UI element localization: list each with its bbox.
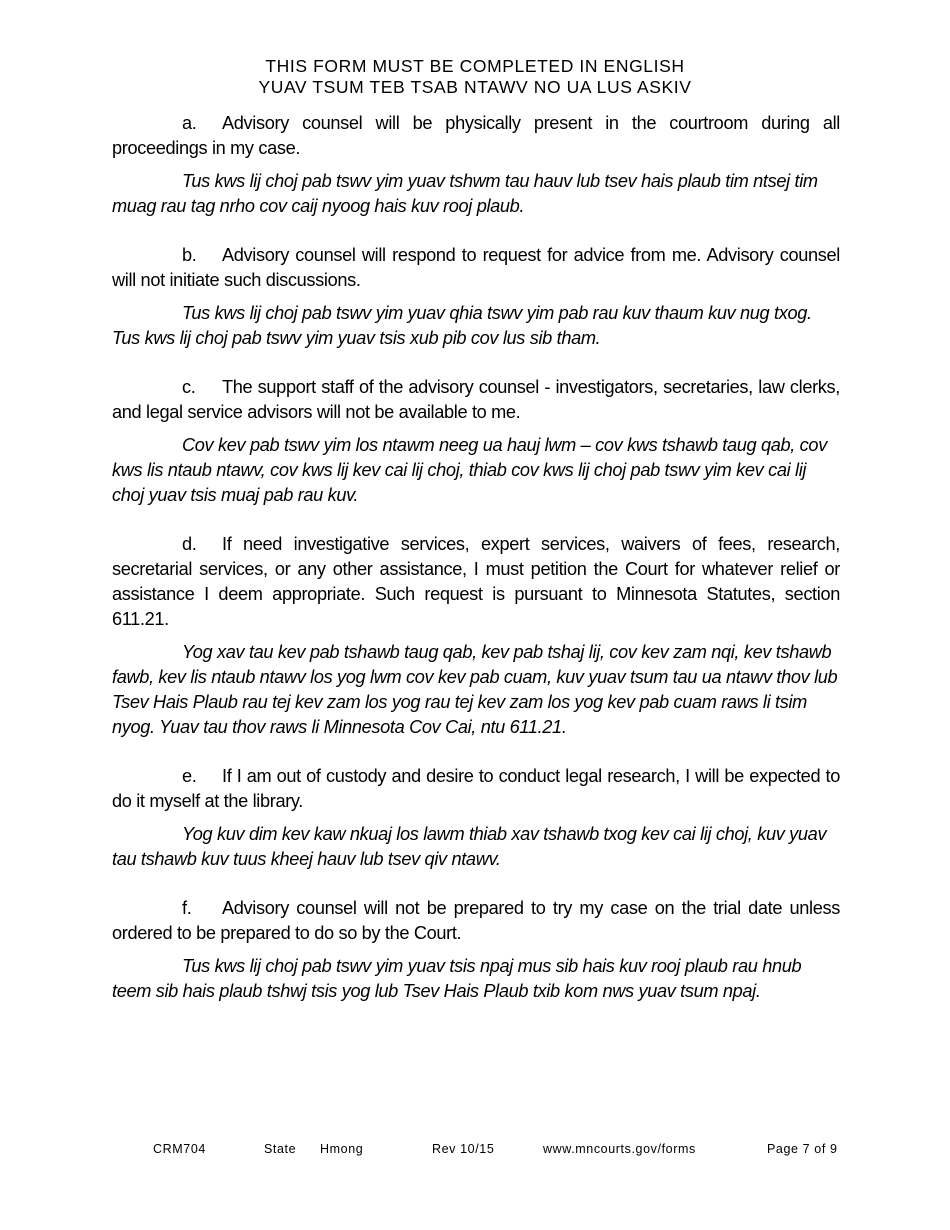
item-english-text: If need investigative services, expert services, waivers of fees, research, secretarial services, or any other assistance, I must petition the Court for whatever relief or assistance I deem appropriate. Such request is pursuant to Minnesota Statutes, section 611.21. bbox=[112, 534, 840, 629]
page-footer bbox=[0, 1142, 950, 1160]
footer-page-number: Page 7 of 9 bbox=[767, 1142, 838, 1156]
item-letter: f. bbox=[182, 898, 192, 918]
item-hmong-text: Tus kws lij choj pab tswv yim yuav tsis npaj mus sib hais kuv rooj plaub rau hnub teem sib hais plaub tshwj tsis yog lub Tsev Hais Plaub txib kom nws yuav tsum npaj. bbox=[112, 956, 802, 1001]
item-hmong-text: Yog xav tau kev pab tshawb taug qab, kev pab tshaj lij, cov kev zam nqi, kev tshawb fawb, kev lis ntaub ntawv los yog lwm cov kev pab cuam, kuv yuav tsum tau ua ntawv thov lub Tsev Hais Plaub rau tej kev zam los yog rau tej kev zam los yog kev pab cuam raws li tsim nyog. Yuav tau thov raws li Minnesota Cov Cai, ntu 611.21. bbox=[112, 642, 838, 737]
item-letter: d. bbox=[182, 534, 197, 554]
item-english-text: The support staff of the advisory counsel - investigators, secretaries, law clerks, and legal service advisors will not be available to me. bbox=[112, 377, 840, 422]
list-item-d bbox=[112, 532, 840, 740]
list-item-c bbox=[112, 375, 840, 508]
list-item-a bbox=[112, 111, 840, 219]
footer-language: Hmong bbox=[320, 1142, 364, 1156]
header-hmong-notice: YUAV TSUM TEB TSAB NTAWV NO UA LUS ASKIV bbox=[258, 77, 692, 97]
item-letter: b. bbox=[182, 245, 197, 265]
footer-website: www.mncourts.gov/forms bbox=[543, 1142, 696, 1156]
item-letter: c. bbox=[182, 377, 196, 397]
list-item-f bbox=[112, 896, 840, 1004]
item-letter: a. bbox=[182, 113, 197, 133]
item-hmong-text: Tus kws lij choj pab tswv yim yuav qhia tswv yim pab rau kuv thaum kuv nug txog. Tus kws lij choj pab tswv yim yuav tsis xub pib cov lus sib tham. bbox=[112, 303, 812, 348]
item-hmong-text: Tus kws lij choj pab tswv yim yuav tshwm tau hauv lub tsev hais plaub tim ntsej tim muag rau tag nrho cov caij nyoog hais kuv rooj plaub. bbox=[112, 171, 818, 216]
item-letter: e. bbox=[182, 766, 197, 786]
header-english-notice: THIS FORM MUST BE COMPLETED IN ENGLISH bbox=[265, 56, 685, 76]
document-body bbox=[112, 111, 840, 1028]
footer-form-code: CRM704 bbox=[153, 1142, 206, 1156]
item-english-text: Advisory counsel will respond to request for advice from me. Advisory counsel will not initiate such discussions. bbox=[112, 245, 840, 290]
item-hmong-text: Yog kuv dim kev kaw nkuaj los lawm thiab xav tshawb txog kev cai lij choj, kuv yuav tau tshawb kuv tuus kheej hauv lub tsev qiv ntawv. bbox=[112, 824, 827, 869]
list-item-b bbox=[112, 243, 840, 351]
item-english-text: Advisory counsel will be physically present in the courtroom during all proceedings in my case. bbox=[112, 113, 840, 158]
footer-state: State bbox=[264, 1142, 297, 1156]
item-english-text: Advisory counsel will not be prepared to try my case on the trial date unless ordered to be prepared to do so by the Court. bbox=[112, 898, 840, 943]
item-english-text: If I am out of custody and desire to conduct legal research, I will be expected to do it myself at the library. bbox=[112, 766, 840, 811]
item-hmong-text: Cov kev pab tswv yim los ntawm neeg ua hauj lwm – cov kws tshawb taug qab, cov kws lis ntaub ntawv, cov kws lij kev cai lij choj, thiab cov kws lij choj pab tswv yim kev cai lij choj yuav tsis muaj pab rau kuv. bbox=[112, 435, 827, 505]
footer-revision: Rev 10/15 bbox=[432, 1142, 495, 1156]
list-item-e bbox=[112, 764, 840, 872]
form-header bbox=[0, 56, 950, 98]
